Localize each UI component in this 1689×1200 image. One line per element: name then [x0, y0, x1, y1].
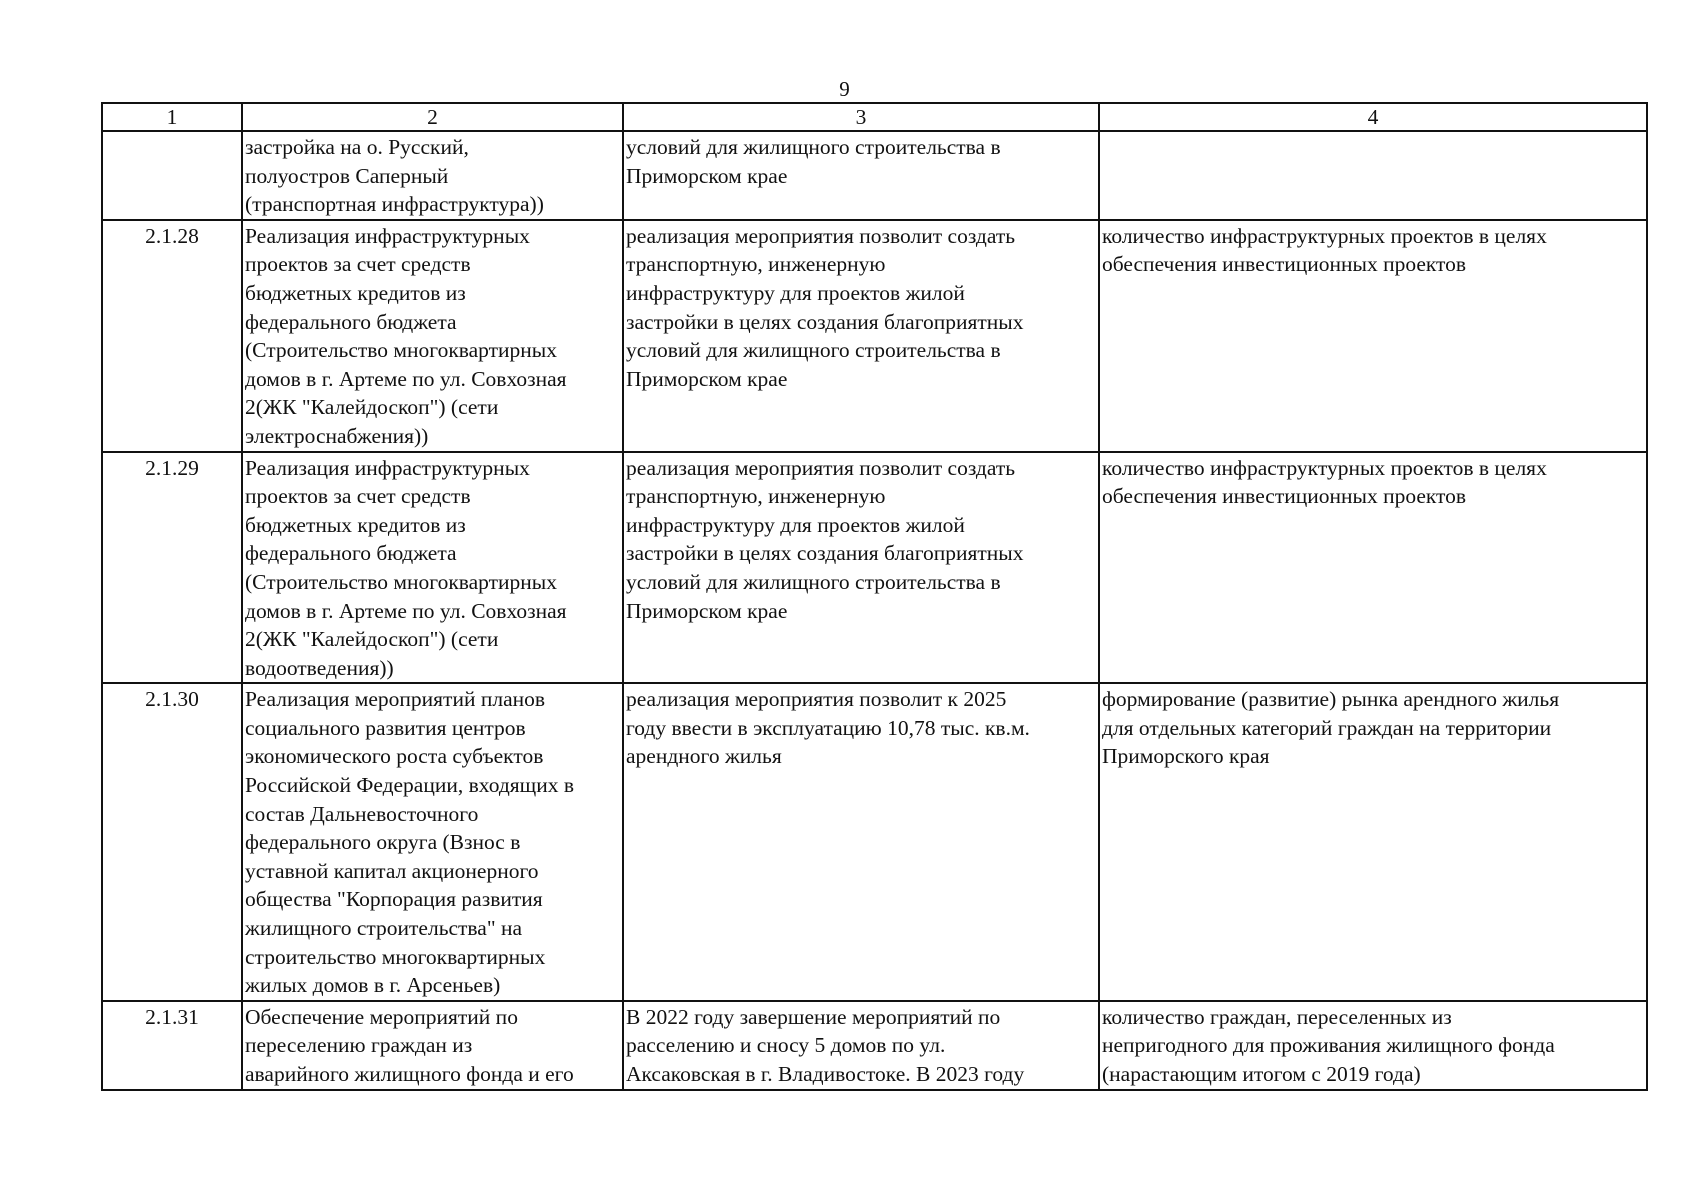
row-number [102, 131, 242, 220]
page-number: 9 [839, 77, 850, 101]
program-measures-table [101, 102, 1648, 1091]
table-row [102, 220, 1647, 452]
indicator: количество инфраструктурных проектов в целях обеспечения инвестиционных проектов [1099, 220, 1647, 452]
indicator: количество инфраструктурных проектов в целях обеспечения инвестиционных проектов [1099, 452, 1647, 684]
measure-name: застройка на о. Русский, полуостров Саперный (транспортная инфраструктура)) [242, 131, 623, 220]
expected-result: В 2022 году завершение мероприятий по расселению и сносу 5 домов по ул. Аксаковская в г. Владивостоке. В 2023 году [623, 1001, 1099, 1090]
row-number: 2.1.30 [102, 683, 242, 1001]
table-row [102, 131, 1647, 220]
column-header-3: 3 [623, 103, 1099, 131]
table-row [102, 1001, 1647, 1090]
indicator: формирование (развитие) рынка арендного жилья для отдельных категорий граждан на территории Приморского края [1099, 683, 1647, 1001]
indicator: количество граждан, переселенных из непригодного для проживания жилищного фонда (нарастающим итогом с 2019 года) [1099, 1001, 1647, 1090]
row-number: 2.1.31 [102, 1001, 242, 1090]
expected-result: условий для жилищного строительства в Приморском крае [623, 131, 1099, 220]
expected-result: реализация мероприятия позволит создать транспортную, инженерную инфраструктуру для проектов жилой застройки в целях создания благоприятных условий для жилищного строительства в Приморском крае [623, 220, 1099, 452]
measure-name: Реализация мероприятий планов социального развития центров экономического роста субъектов Российской Федерации, входящих в состав Дальневосточного федерального округа (Взнос в уставной капитал акционерного общества "Корпорация развития жилищного строительства" на строительство многоквартирных жилых домов в г. Арсеньев) [242, 683, 623, 1001]
table-header-row [102, 103, 1647, 131]
expected-result: реализация мероприятия позволит к 2025 году ввести в эксплуатацию 10,78 тыс. кв.м. арендного жилья [623, 683, 1099, 1001]
column-header-2: 2 [242, 103, 623, 131]
indicator [1099, 131, 1647, 220]
measure-name: Обеспечение мероприятий по переселению граждан из аварийного жилищного фонда и его [242, 1001, 623, 1090]
expected-result: реализация мероприятия позволит создать транспортную, инженерную инфраструктуру для проектов жилой застройки в целях создания благоприятных условий для жилищного строительства в Приморском крае [623, 452, 1099, 684]
table-row [102, 452, 1647, 684]
row-number: 2.1.28 [102, 220, 242, 452]
table-row [102, 683, 1647, 1001]
row-number: 2.1.29 [102, 452, 242, 684]
measure-name: Реализация инфраструктурных проектов за счет средств бюджетных кредитов из федерального бюджета (Строительство многоквартирных домов в г. Артеме по ул. Совхозная 2(ЖК "Калейдоскоп") (сети электроснабжения)) [242, 220, 623, 452]
column-header-1: 1 [102, 103, 242, 131]
column-header-4: 4 [1099, 103, 1647, 131]
measure-name: Реализация инфраструктурных проектов за счет средств бюджетных кредитов из федерального бюджета (Строительство многоквартирных домов в г. Артеме по ул. Совхозная 2(ЖК "Калейдоскоп") (сети водоотведения)) [242, 452, 623, 684]
